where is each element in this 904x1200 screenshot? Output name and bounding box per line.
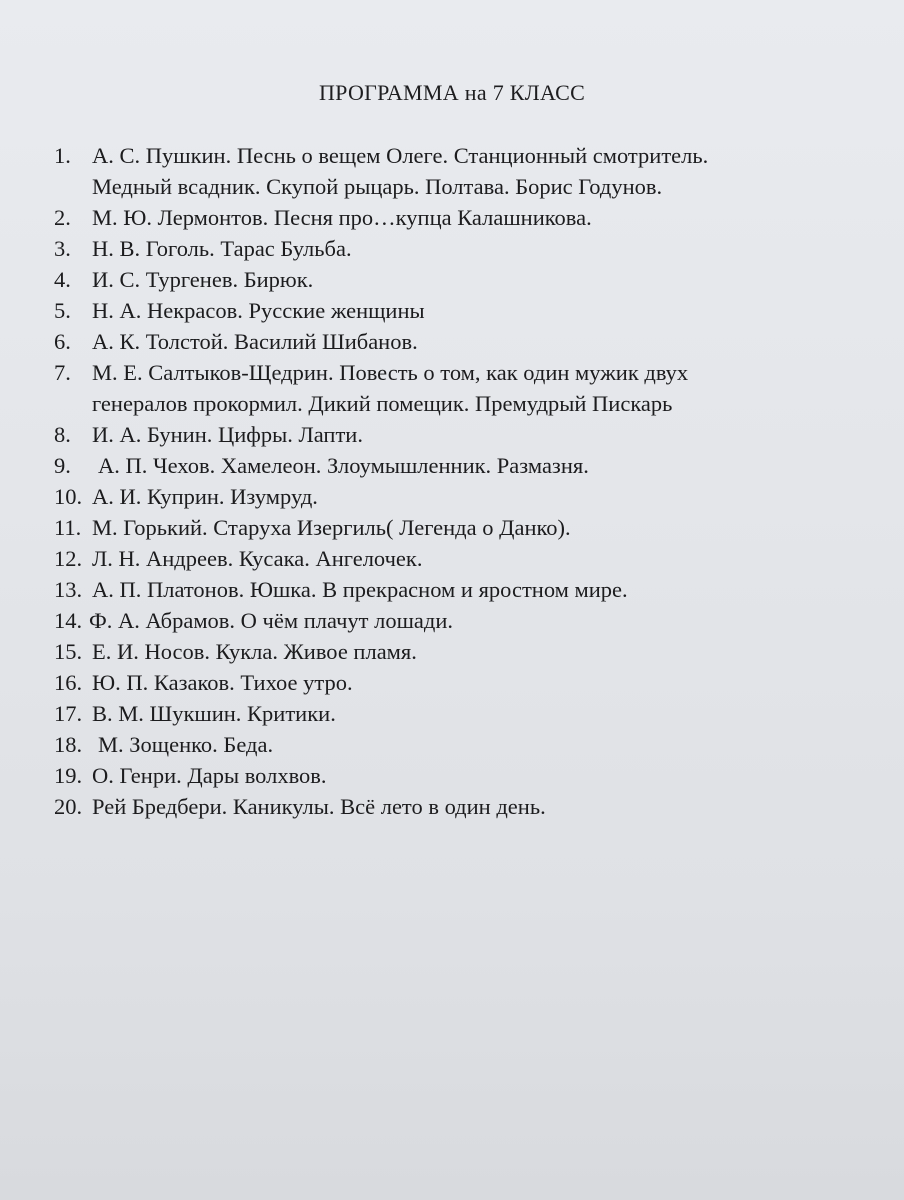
list-item-1: [54, 140, 854, 202]
item-text: Е. И. Носов. Кукла. Живое пламя.: [92, 639, 417, 664]
item-text: М. Зощенко. Беда.: [98, 732, 274, 757]
item-number: 11.: [54, 515, 82, 540]
item-number: 10.: [54, 484, 83, 509]
item-number: 20.: [54, 794, 83, 819]
list-item-11: [54, 512, 854, 543]
page-title: ПРОГРАММА на 7 КЛАСС: [318, 80, 586, 105]
list-item-14: [54, 605, 854, 636]
list-item-8: [54, 419, 854, 450]
item-number: 18.: [54, 732, 83, 757]
list-item-13: [54, 574, 854, 605]
list-item-20: [54, 791, 854, 822]
list-item-7: [54, 357, 854, 419]
item-text: А. С. Пушкин. Песнь о вещем Олеге. Станционный смотритель.: [92, 143, 709, 168]
item-text: В. М. Шукшин. Критики.: [92, 701, 336, 726]
item-text: А. П. Платонов. Юшка. В прекрасном и яростном мире.: [92, 577, 628, 602]
item-text: М. Ю. Лермонтов. Песня про…купца Калашникова.: [92, 205, 592, 230]
list-item-9: [54, 450, 854, 481]
item-number: 8.: [54, 422, 71, 447]
list-item-16: [54, 667, 854, 698]
item-text: О. Генри. Дары волхвов.: [92, 763, 327, 788]
item-number: 5.: [54, 298, 71, 323]
item-number: 2.: [54, 205, 71, 230]
reading-list: [54, 140, 854, 822]
list-item-17: [54, 698, 854, 729]
list-item-4: [54, 264, 854, 295]
list-item-10: [54, 481, 854, 512]
item-text: Н. В. Гоголь. Тарас Бульба.: [92, 236, 352, 261]
item-text: М. Е. Салтыков-Щедрин. Повесть о том, как один мужик двух: [92, 360, 689, 385]
item-number: 3.: [54, 236, 71, 261]
item-number: 12.: [54, 546, 83, 571]
list-item-15: [54, 636, 854, 667]
item-text: Л. Н. Андреев. Кусака. Ангелочек.: [92, 546, 423, 571]
item-text: И. А. Бунин. Цифры. Лапти.: [92, 422, 363, 447]
list-item-12: [54, 543, 854, 574]
item-number: 17.: [54, 701, 83, 726]
item-text: Ю. П. Казаков. Тихое утро.: [92, 670, 353, 695]
item-text: И. С. Тургенев. Бирюк.: [92, 267, 314, 292]
list-item-19: [54, 760, 854, 791]
item-text: А. П. Чехов. Хамелеон. Злоумышленник. Размазня.: [98, 453, 589, 478]
item-number: 16.: [54, 670, 83, 695]
item-text-continued: Медный всадник. Скупой рыцарь. Полтава. Борис Годунов.: [92, 174, 663, 199]
item-number: 14.: [54, 608, 83, 633]
list-item-2: [54, 202, 854, 233]
item-text-continued: генералов прокормил. Дикий помещик. Премудрый Пискарь: [92, 391, 673, 416]
item-number: 9.: [54, 453, 71, 478]
item-text: А. И. Куприн. Изумруд.: [92, 484, 318, 509]
list-item-5: [54, 295, 854, 326]
item-text: А. К. Толстой. Василий Шибанов.: [92, 329, 418, 354]
item-text: Рей Бредбери. Каникулы. Всё лето в один день.: [92, 794, 546, 819]
item-text: М. Горький. Старуха Изергиль( Легенда о Данко).: [92, 515, 571, 540]
item-number: 1.: [54, 143, 71, 168]
list-item-6: [54, 326, 854, 357]
list-item-18: [54, 729, 854, 760]
item-number: 7.: [54, 360, 71, 385]
item-text: Ф. А. Абрамов. О чём плачут лошади.: [89, 608, 453, 633]
item-number: 6.: [54, 329, 71, 354]
item-number: 13.: [54, 577, 83, 602]
list-item-3: [54, 233, 854, 264]
item-number: 4.: [54, 267, 71, 292]
item-text: Н. А. Некрасов. Русские женщины: [92, 298, 425, 323]
item-number: 19.: [54, 763, 83, 788]
item-number: 15.: [54, 639, 83, 664]
